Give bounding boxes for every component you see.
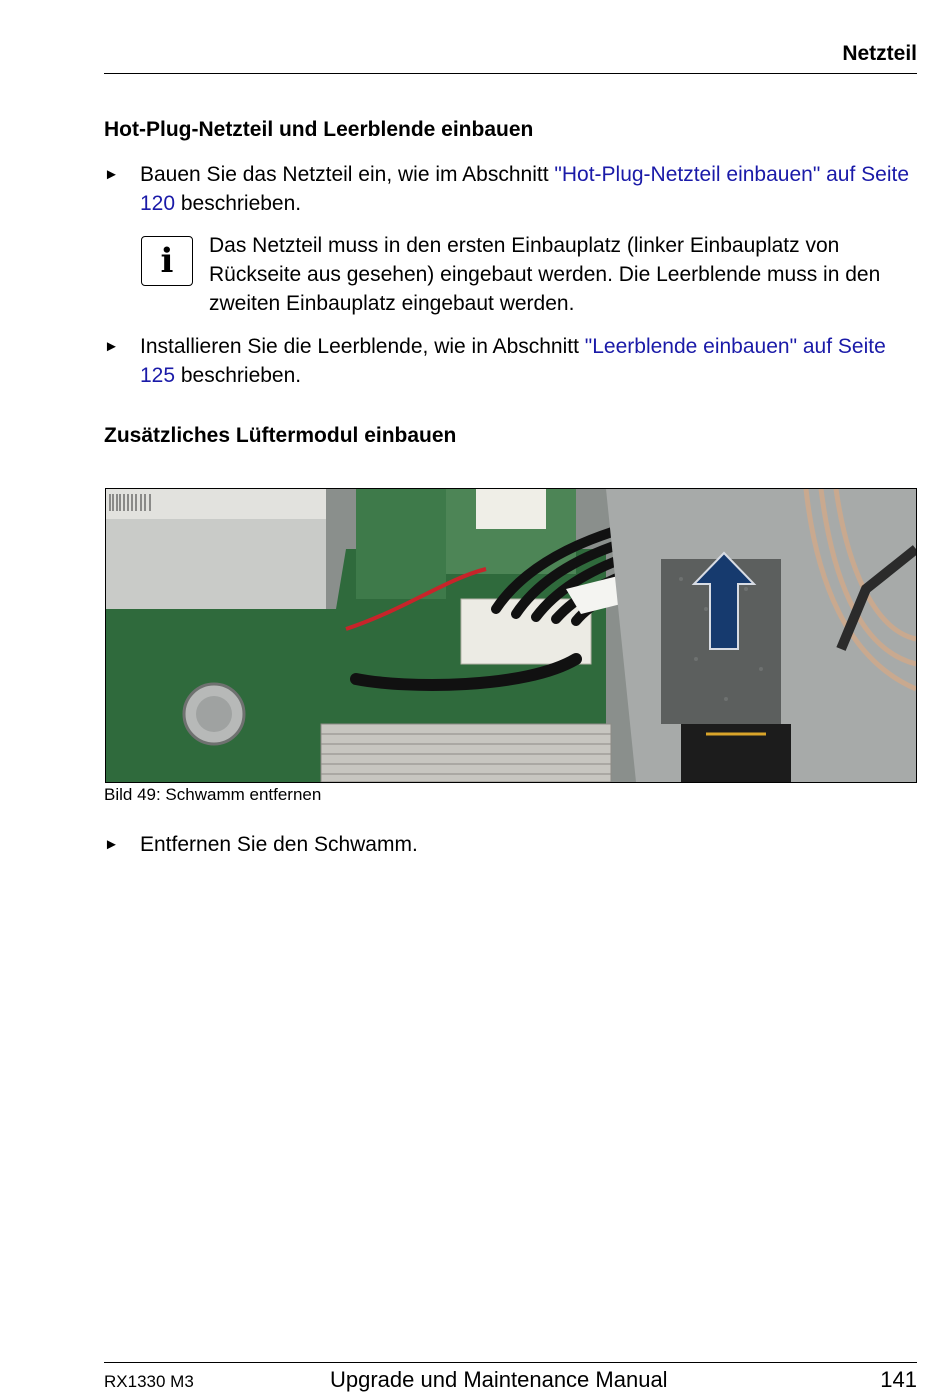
footer-model: RX1330 M3	[104, 1372, 194, 1391]
step-install-psu	[104, 160, 917, 218]
heatsink	[321, 724, 611, 782]
section-heading-hot-plug: Hot-Plug-Netzteil und Leerblende einbauen	[104, 118, 534, 141]
info-note-text: Das Netzteil muss in den ersten Einbauplatz (linker Einbauplatz von Rückseite aus gesehen) eingebaut werden. Die Leerblende muss in den zweiten Einbauplatz eingebaut werden.	[209, 234, 881, 315]
figure-remove-sponge-photo	[105, 488, 917, 783]
bullet-arrow-icon: ►	[104, 166, 119, 183]
header-divider	[104, 73, 917, 74]
step-install-blank	[104, 332, 917, 390]
figure-caption: Bild 49: Schwamm entfernen	[104, 785, 322, 804]
bullet-arrow-icon: ►	[104, 338, 119, 355]
step-remove-sponge	[104, 830, 917, 859]
bullet-arrow-icon: ►	[104, 836, 119, 853]
step-text-end: beschrieben.	[175, 192, 302, 215]
step-text-end: beschrieben.	[175, 364, 302, 387]
footer-divider	[104, 1362, 917, 1363]
step-text: Bauen Sie das Netzteil ein, wie im Abschnitt	[140, 163, 555, 186]
page-header-title: Netzteil	[842, 42, 917, 65]
server-interior-illustration	[106, 489, 916, 782]
footer-manual-title: Upgrade und Maintenance Manual	[330, 1367, 668, 1392]
step-text: Entfernen Sie den Schwamm.	[140, 833, 418, 856]
info-icon: i	[141, 236, 193, 286]
link-hot-plug-psu[interactable]: "Hot-Plug-Netzteil einbauen" auf Seite 120	[140, 163, 910, 215]
link-leerblende[interactable]: "Leerblende einbauen" auf Seite 125	[140, 335, 886, 387]
step-text: Installieren Sie die Leerblende, wie in Abschnitt	[140, 335, 585, 358]
section-heading-fan-module: Zusätzliches Lüftermodul einbauen	[104, 424, 457, 447]
page-number: 141	[880, 1367, 917, 1392]
